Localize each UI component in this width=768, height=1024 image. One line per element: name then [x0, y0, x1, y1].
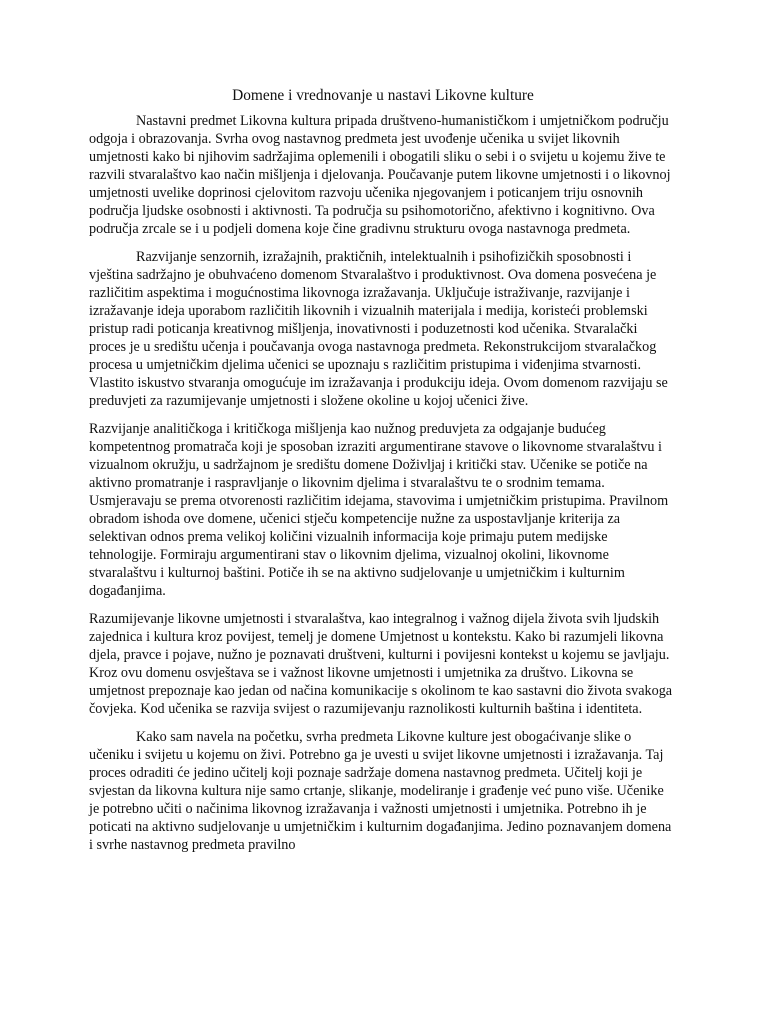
- page-title: Domene i vrednovanje u nastavi Likovne kulture: [232, 87, 534, 104]
- paragraph-critical-domain: Razvijanje analitičkoga i kritičkoga mišljenja kao nužnog preduvjeta za odgajanje budućeg kompetentnog promatrača koji je sposoban izraziti argumentirane stavove o likovnome stvaralaštvu i vizualnom okružju, u sadržajnom je središtu domene Doživljaj i kritički stav. Učenike se potiče na aktivno promatranje i raspravljanje o likovnim djelima i stvaralaštvu te o srodnim temama. Usmjeravaju se prema otvorenosti različitim idejama, stavovima i umjetničkim pristupima. Pravilnom obradom ishoda ove domene, učenici stječu kompetencije nužne za uspostavljanje kriterija za selektivan odnos prema velikoj količini vizualnih informacija koje primaju putem medijske tehnologije. Formiraju argumentirani stav o likovnim djelima, vizualnoj okolini, likovnome stvaralaštvu i kulturnoj baštini. Potiče ih se na aktivno sudjelovanje u umjetničkim i kulturnim događanjima.: [89, 421, 669, 599]
- paragraph-conclusion: Kako sam navela na početku, svrha predmeta Likovne kulture jest obogaćivanje slike o učeniku i svijetu u kojemu on živi. Potrebno ga je uvesti u svijet likovne umjetnosti i izražavanja. Taj proces odraditi će jedino učitelj koji poznaje sadržaje domena nastavnog predmeta. Učitelj koji je svjestan da likovna kultura nije samo crtanje, slikanje, modeliranje i građenje već puno više. Učenike je potrebno učiti o načinima likovnog izražavanja i važnosti umjetnosti i umjetnika. Potrebno ih je poticati na aktivno sudjelovanje u umjetničkim i kulturnim događanjima. Jedino poznavanjem domena i svrhe nastavnog predmeta pravilno: [89, 729, 672, 853]
- paragraph-intro: Nastavni predmet Likovna kultura pripada društveno-humanističkom i umjetničkom području odgoja i obrazovanja. Svrha ovog nastavnog predmeta jest uvođenje učenika u svijet likovnih umjetnosti kako bi njihovim sadržajima oplemenili i obogatili sliku o sebi i o svijetu u kojemu žive te razvili stvaralaštvo kao način mišljenja i djelovanja. Poučavanje putem likovne umjetnosti i o likovnoj umjetnosti uvelike doprinosi cjelovitom razvoju učenika njegovanjem i poticanjem triju osnovnih područja ljudske osobnosti i aktivnosti. Ta područja su psihomotorično, afektivno i kognitivno. Ova područja zrcale se i u podjeli domena koje čine gradivnu strukturu ovoga nastavnoga predmeta.: [89, 113, 671, 237]
- paragraph-creativity-domain: Razvijanje senzornih, izražajnih, praktičnih, intelektualnih i psihofizičkih sposobnosti i vještina sadržajno je obuhvaćeno domenom Stvaralaštvo i produktivnost. Ova domena posvećena je različitim aspektima i mogućnostima likovnoga izražavanja. Uključuje istraživanje, razvijanje i izražavanje ideja uporabom različitih likovnih i vizualnih materijala i medija, koristeći problemski pristup radi poticanja kreativnog mišljenja, inovativnosti i poduzetnosti kod učenika. Stvaralački proces je u središtu učenja i poučavanja ovoga nastavnoga predmeta. Rekonstrukcijom stvaralačkog procesa u umjetničkim djelima učenici se upoznaju s različitim pristupima i viđenjima stvarnosti. Vlastito iskustvo stvaranja omogućuje im izražavanja i produkciju ideja. Ovom domenom razvijaju se preduvjeti za razumijevanje umjetnosti i složene okoline u kojoj učenici žive.: [89, 249, 668, 409]
- document-body: [89, 86, 677, 864]
- paragraph-context-domain: Razumijevanje likovne umjetnosti i stvaralaštva, kao integralnog i važnog dijela života svih ljudskih zajednica i kultura kroz povijest, temelj je domene Umjetnost u kontekstu. Kako bi razumjeli likovna djela, pravce i pojave, nužno je poznavati društveni, kulturni i povijesni kontekst u kojemu se javljaju. Kroz ovu domenu osvještava se i važnost likovne umjetnosti i umjetnika za društvo. Likovna se umjetnost prepoznaje kao jedan od načina komunikacije s okolinom te kao sastavni dio života svakoga čovjeka. Kod učenika se razvija svijest o razumijevanju raznolikosti kulturnih baština i identiteta.: [89, 611, 673, 717]
